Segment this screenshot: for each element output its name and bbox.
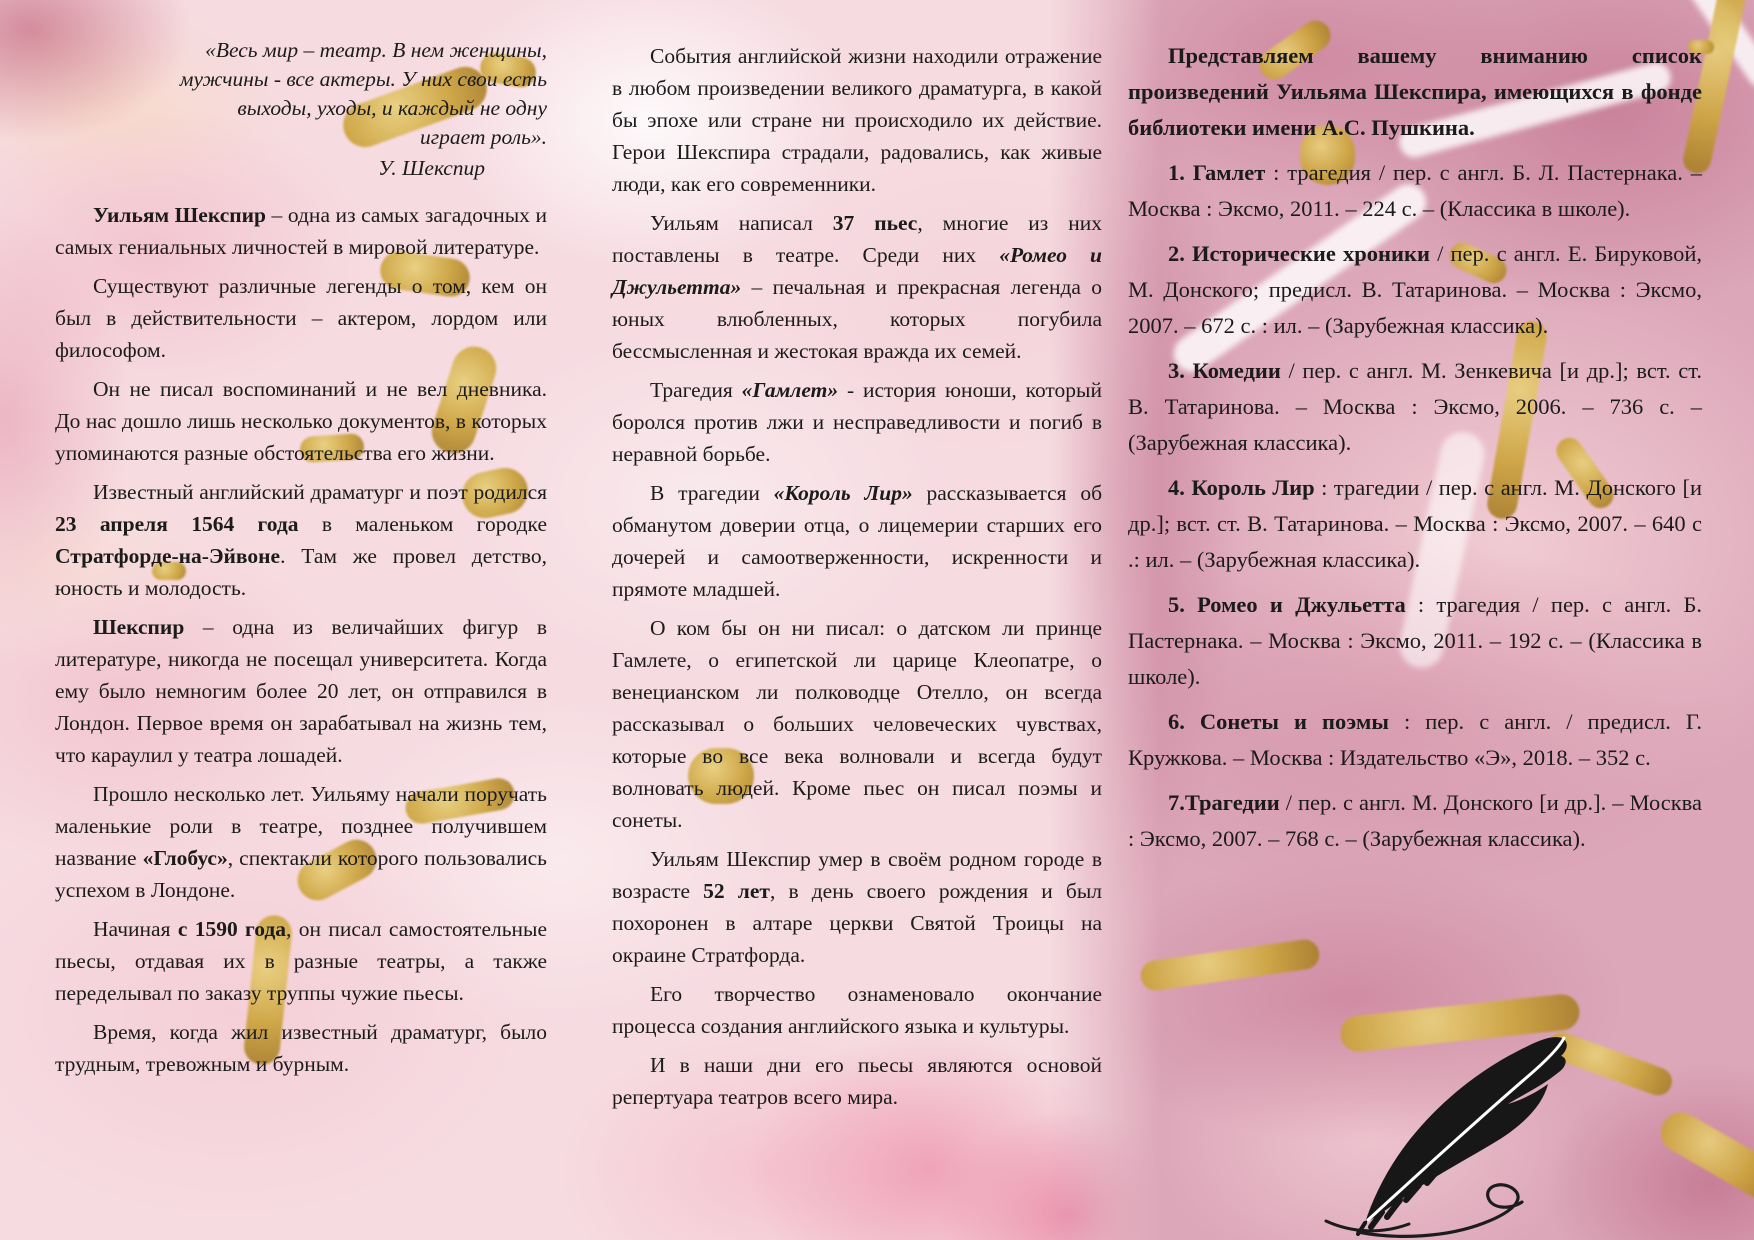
text-segment: «Глобус»	[142, 846, 228, 870]
text-segment: Начиная	[93, 917, 178, 941]
text-segment: – одна из величайших фигур в литературе, никогда не посещал университета. Когда ему было немногим более 20 лет, он отправился в Лондон. Первое время он зарабатывал на жизнь тем, что караулил у театра лошадей.	[55, 615, 547, 767]
paragraph	[1128, 353, 1702, 461]
book-list-intro	[1128, 38, 1702, 146]
paragraph	[55, 1016, 547, 1080]
text-segment: Уильям написал	[650, 211, 833, 235]
quill-feather-illustration	[1316, 1016, 1590, 1238]
paragraph	[55, 199, 547, 263]
text-segment: : трагедии / пер. с англ. М. Донского [и др.]; вст. ст. В. Татаринова. – Москва : Эксмо, 2007. – 640 с .: ил. – (Зарубежная классика).	[1128, 475, 1702, 572]
epigraph	[167, 36, 547, 183]
text-segment: / пер. с англ. М. Донского [и др.]. – Москва : Эксмо, 2007. – 768 с. – (Зарубежная классика).	[1128, 790, 1702, 851]
text-segment: 3. Комедии	[1168, 358, 1281, 383]
paragraph	[55, 270, 547, 366]
text-segment: 6. Сонеты и поэмы	[1168, 709, 1389, 734]
paragraph	[1128, 785, 1702, 857]
text-segment: 1. Гамлет	[1168, 160, 1266, 185]
text-segment: в маленьком городке	[298, 512, 547, 536]
paragraph	[612, 612, 1102, 836]
paragraph	[1128, 236, 1702, 344]
text-segment: / пер. с англ. М. Зенкевича [и др.]; вст. ст. В. Татаринова. – Москва : Эксмо, 2006. – 736 с. – (Зарубежная классика).	[1128, 358, 1702, 455]
text-segment: : пер. с англ. / предисл. Г. Кружкова. – Москва : Издательство «Э», 2018. – 352 с.	[1128, 709, 1702, 770]
col2-paragraphs	[612, 40, 1102, 1113]
text-segment: , многие из них поставлены в театре. Среди них	[612, 211, 1102, 267]
text-segment: Он не писал воспоминаний и не вел дневника. До нас дошло лишь несколько документов, в которых упоминаются разные обстоятельства его жизни.	[55, 377, 547, 465]
paragraph	[612, 374, 1102, 470]
paragraph	[1128, 38, 1702, 146]
book-list	[1128, 155, 1702, 857]
text-segment: Прошло несколько лет. Уильяму начали поручать маленькие роли в театре, позднее получившем название	[55, 782, 547, 870]
paragraph	[612, 1049, 1102, 1113]
text-segment: Уильям Шекспир умер в своём родном городе в возрасте	[612, 847, 1102, 903]
text-segment: рассказывается об обманутом доверии отца, о лицемерии старших его дочерей и самоотверженности, искренности и прямоте младшей.	[612, 481, 1103, 601]
column-middle	[612, 26, 1102, 1120]
text-segment: 52 лет	[703, 879, 770, 903]
paragraph	[612, 40, 1102, 200]
text-segment: События английской жизни находили отражение в любом произведении великого драматурга, в какой бы эпохе или стране ни происходило их действие. Герои Шекспира страдали, радовались, как живые люди, как его современники.	[612, 44, 1102, 196]
text-segment: , он писал самостоятельные пьесы, отдавая их в разные театры, а также переделывал по заказу труппы чужие пьесы.	[55, 917, 548, 1005]
quill-feather-icon	[1316, 1016, 1590, 1238]
paragraph	[55, 373, 547, 469]
text-segment: «Ромео и Джульетта»	[612, 243, 1102, 299]
text-segment: Его творчество ознаменовало окончание процесса создания английского языка и культуры.	[612, 982, 1102, 1038]
text-segment: Представляем вашему вниманию список произведений Уильяма Шекспира, имеющихся в фонде библиотеки имени А.С. Пушкина.	[1128, 43, 1702, 140]
text-segment: О ком бы он ни писал: о датском ли принце Гамлете, о египетской ли царице Клеопатре, о венецианском ли полководце Отелло, он всегда рассказывал о больших человеческих чувствах, которые во все века волновали и всегда будут волновать людей. Кроме пьес он писал поэмы и сонеты.	[612, 616, 1102, 832]
text-segment: Существуют различные легенды о том, кем он был в действительности – актером, лордом или философом.	[55, 274, 547, 362]
epigraph-text: «Весь мир – театр. В нем женщины, мужчины - все актеры. У них свои есть выходы, уходы, и каждый не одну играет роль».	[179, 38, 547, 149]
paragraph	[612, 978, 1102, 1042]
paragraph	[612, 843, 1102, 971]
paragraph	[1128, 587, 1702, 695]
text-segment: , спектакли которого пользовались успехом в Лондоне.	[55, 846, 547, 902]
text-segment: 23 апреля 1564 года	[55, 512, 299, 536]
text-segment: 5. Ромео и Джульетта	[1168, 592, 1406, 617]
text-segment: : трагедия / пер. с англ. Б. Л. Пастернака. – Москва : Эксмо, 2011. – 224 с. – (Классика в школе).	[1128, 160, 1702, 221]
text-segment: Шекспир	[93, 615, 185, 639]
text-segment: : трагедия / пер. с англ. Б. Пастернака. – Москва : Эксмо, 2011. – 192 с. – (Классика в школе).	[1128, 592, 1702, 689]
text-segment: И в наши дни его пьесы являются основой репертуара театров всего мира.	[612, 1053, 1102, 1109]
text-segment: 37 пьес	[832, 211, 918, 235]
text-segment: В трагедии	[650, 481, 774, 505]
epigraph-attribution: У. Шекспир	[378, 156, 485, 180]
col1-paragraphs	[55, 199, 547, 1080]
paragraph	[55, 913, 547, 1009]
text-segment: 2. Исторические хроники	[1168, 241, 1430, 266]
text-segment: - история юноши, который боролся против лжи и несправедливости и погиб в неравной борьбе.	[612, 378, 1102, 466]
paragraph	[612, 477, 1102, 605]
text-segment: Известный английский драматург и поэт родился	[93, 480, 547, 504]
text-segment: Трагедия	[650, 378, 742, 402]
text-segment: Стратфорде-на-Эйвоне	[55, 544, 281, 568]
text-segment: с 1590 года	[177, 917, 287, 941]
paragraph	[612, 207, 1102, 367]
text-segment: Время, когда жил известный драматург, было трудным, тревожным и бурным.	[55, 1020, 547, 1076]
text-segment: . Там же провел детство, юность и молодость.	[55, 544, 547, 600]
paragraph	[1128, 155, 1702, 227]
paragraph	[1128, 470, 1702, 578]
column-left	[55, 26, 547, 1087]
text-segment: Уильям Шекспир	[93, 203, 266, 227]
text-segment: / пер. с англ. Е. Бируковой, М. Донского; предисл. В. Татаринова. – Москва : Эксмо, 2007. – 672 с. : ил. – (Зарубежная классика).	[1128, 241, 1702, 338]
text-segment: 7.Трагедии	[1168, 790, 1280, 815]
text-segment: – одна из самых загадочных и самых гениальных личностей в мировой литературе.	[55, 203, 547, 259]
paragraph	[55, 476, 547, 604]
paragraph	[1128, 704, 1702, 776]
text-segment: , в день своего рождения и был похоронен в алтаре церкви Святой Троицы на окраине Стратфорда.	[612, 879, 1102, 967]
text-segment: – печальная и прекрасная легенда о юных влюбленных, которых погубила бессмысленная и жестокая вражда их семей.	[612, 275, 1102, 363]
text-segment: 4. Король Лир	[1168, 475, 1315, 500]
paragraph	[55, 611, 547, 771]
paragraph	[55, 778, 547, 906]
column-right	[1128, 26, 1702, 866]
text-segment: «Гамлет»	[741, 378, 839, 402]
text-segment: «Король Лир»	[773, 481, 913, 505]
